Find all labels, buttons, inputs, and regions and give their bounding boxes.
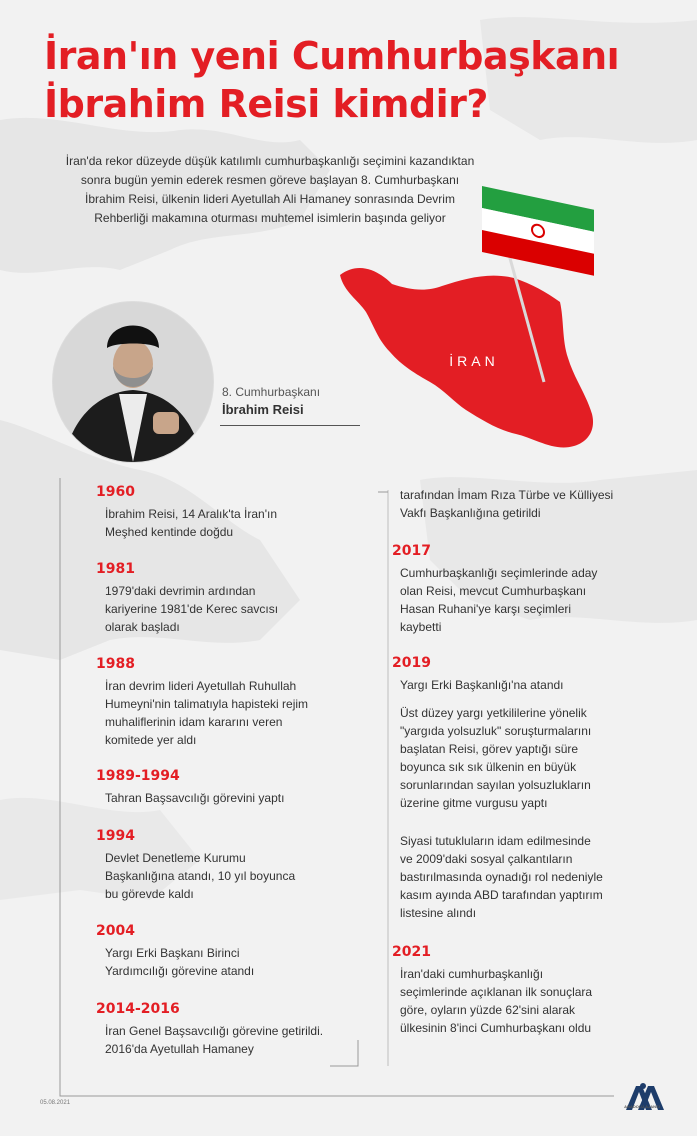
timeline-year-2004: 2004 [96, 923, 135, 939]
timeline-year-2021: 2021 [392, 944, 431, 960]
timeline-year-1989-1994: 1989-1994 [96, 768, 180, 784]
title-line-1: İran'ın yeni Cumhurbaşkanı [44, 34, 620, 78]
portrait-name: İbrahim Reisi [222, 402, 304, 417]
map-country-label: İRAN [449, 353, 499, 369]
timeline-text-2019-c: Siyasi tutukluların idam edilmesinde ve 2009'daki sosyal çalkantıların bastırılmasında oynadığı rol nedeniyle kasım ayında ABD tarafından yaptırım listesine alındı [400, 834, 603, 920]
timeline-year-1960: 1960 [96, 484, 135, 500]
timeline-text-1989-1994: Tahran Başsavcılığı görevini yaptı [105, 791, 285, 805]
timeline-text-1994: Devlet Denetleme Kurumu Başkanlığına atandı, 10 yıl boyunca bu görevde kaldı [105, 851, 296, 901]
timeline-text-2017: Cumhurbaşkanlığı seçimlerinde aday olan Reisi, mevcut Cumhurbaşkanı Hasan Ruhani'ye karşı seçimleri kaybetti [400, 566, 598, 634]
timeline-text-2019-a: Yargı Erki Başkanlığı'na atandı [400, 678, 564, 692]
timeline-text-2021: İran'daki cumhurbaşkanlığı seçimlerinde açıklanan ilk sonuçlara göre, oyların yüzde 62'sini alarak ülkesinin 8'inci Cumhurbaşkanı oldu [400, 967, 593, 1035]
timeline-year-1994: 1994 [96, 828, 135, 844]
timeline-year-2017: 2017 [392, 543, 431, 559]
portrait-role: 8. Cumhurbaşkanı [222, 385, 321, 399]
timeline-year-1981: 1981 [96, 561, 135, 577]
timeline-year-1988: 1988 [96, 656, 135, 672]
timeline-text-1981: 1979'daki devrimin ardından kariyerine 1981'de Kerec savcısı olarak başladı [105, 584, 279, 634]
timeline-text-2014-2016: İran Genel Başsavcılığı görevine getirildi. 2016'da Ayetullah Hamaney [105, 1024, 324, 1056]
timeline-continuation-text: tarafından İmam Rıza Türbe ve Külliyesi Vakfı Başkanlığına getirildi [400, 488, 614, 520]
intro-paragraph: İran'da rekor düzeyde düşük katılımlı cumhurbaşkanlığı seçimini kazandıktan sonra bugün yemin ederek resmen göreve başlayan 8. Cumhurbaşkanı İbrahim Reisi, ülkenin lideri Ayetullah Ali Hamaney sonrasında Devrim Rehberliği makamına oturması muhtemel isimlerin başında geliyor [65, 154, 475, 225]
timeline-text-2019-b: Üst düzey yargı yetkililerine yönelik "yargıda yolsuzluk" soruşturmalarını başlatan Reisi, görev yaptığı süre boyunca sık sık ülkenin en büyük sorunlarından sayılan yolsuzlukların üzerine gitme vurgusu yaptı [400, 706, 592, 810]
timeline-year-2014-2016: 2014-2016 [96, 1001, 180, 1017]
timeline-text-2004: Yargı Erki Başkanı Birinci Yardımcılığı görevine atandı [105, 946, 255, 978]
title-line-2: İbrahim Reisi kimdir? [44, 82, 488, 126]
timeline-year-2019: 2019 [392, 655, 431, 671]
aa-logo-text: ANADOLU AJANSI [624, 1104, 660, 1109]
timeline-text-1960: İbrahim Reisi, 14 Aralık'ta İran'ın Meşhed kentinde doğdu [105, 507, 277, 539]
timeline-text-1988: İran devrim lideri Ayetullah Ruhullah Humeyni'nin talimatıyla hapisteki rejim muhaliflerinin idam kararını veren komitede yer aldı [105, 679, 309, 747]
publish-date: 05.08.2021 [40, 1100, 71, 1106]
